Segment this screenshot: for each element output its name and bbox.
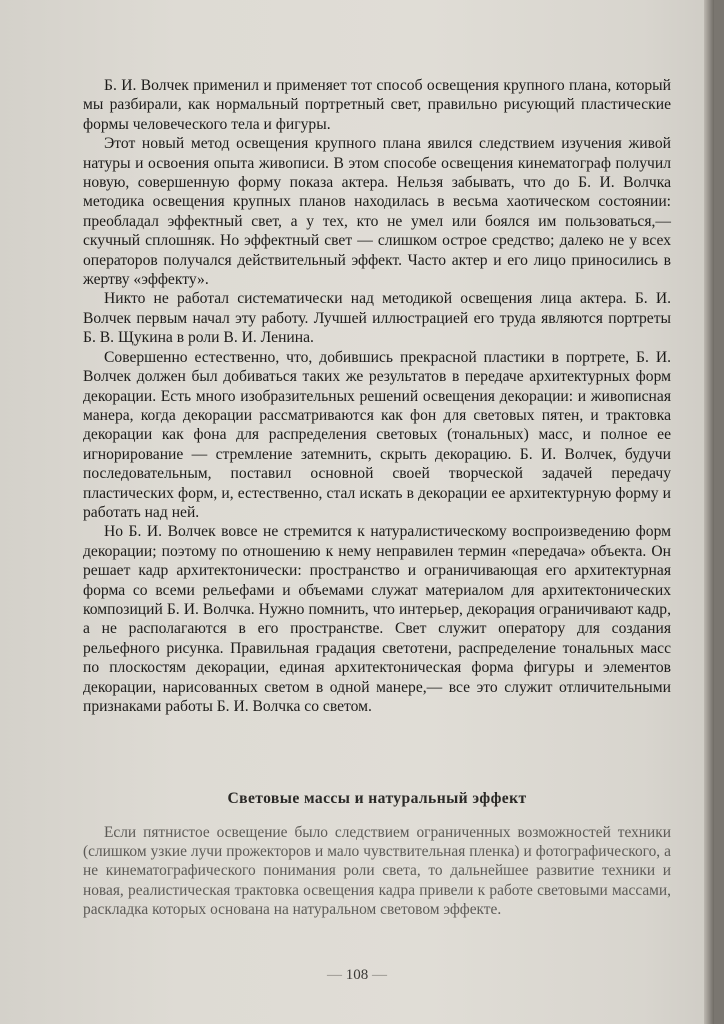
main-text-block	[83, 76, 671, 716]
page-number	[0, 967, 714, 984]
section-heading: Световые массы и натуральный эффект	[227, 790, 527, 807]
paragraph-2: Этот новый метод освещения крупного плана явился следствием изучения живой натуры и освоения опыта живописи. В этом способе освещения кинематограф получил новую, совершенную форму показа актера. Нельзя забывать, что до Б. И. Волчка методика освещения крупных планов находилась в весьма хаотическом состоянии: преобладал эффектный свет, а у тех, кто не умел или боялся им пользоваться,— скучный сплошняк. Но эффектный свет — слишком острое средство; далеко не у всех операторов получался действительный эффект. Часто актер и его лицо приносились в жертву «эффекту».	[83, 135, 671, 289]
page-number-dash-left: —	[327, 967, 342, 983]
page-number-value: 108	[345, 967, 369, 983]
paragraph-4: Совершенно естественно, что, добившись прекрасной пластики в портрете, Б. И. Волчек должен был добиваться таких же результатов в передаче архитектурных форм декорации. Есть много изобразительных решений освещения декорации: и живописная манера, когда декорации рассматриваются как фон для световых пятен, и трактовка декорации как фона для распределения световых (тональных) масс, и полное ее игнорирование — стремление затемнить, скрыть декорацию. Б. И. Волчек, будучи последовательным, поставил основной своей творческой задачей передачу пластических форм, и, естественно, стал искать в декорации ее архитектурную форму и работать над ней.	[83, 348, 671, 521]
section-paragraph: Если пятнистое освещение было следствием ограниченных возможностей техники (слишком узкие лучи прожекторов и мало чувствительная пленка) и фотографического, а не кинематографического понимания роли света, то дальнейшее развитие техники и новая, реалистическая трактовка освещения кадра привели к работе световыми массами, раскладка которых основана на натуральном световом эффекте.	[83, 824, 671, 918]
page-edge-shadow	[704, 0, 714, 1024]
page-number-dash-right: —	[372, 967, 387, 983]
paragraph-1: Б. И. Волчек применил и применяет тот способ освещения крупного плана, который мы разбирали, как нормальный портретный свет, правильно рисующий пластические формы человеческого тела и фигуры.	[83, 77, 671, 133]
section-text-block	[83, 823, 671, 919]
paragraph-5: Но Б. И. Волчек вовсе не стремится к натуралистическому воспроизведению форм декорации; поэтому по отношению к нему неправилен термин «передача» объекта. Он решает кадр архитектонически: пространство и ограничивающая его архитектурная форма со всеми рельефами и объемами служат материалом для архитектонических композиций Б. И. Волчка. Нужно помнить, что интерьер, декорация ограничивают кадр, а не располагаются в его пространстве. Свет служит оператору для создания рельефного рисунка. Правильная градация светотени, распределение тональных масс по плоскостям декорации, единая архитектоническая форма фигуры и элементов декорации, нарисованных светом в одной манере,— все это служит отличительными признаками работы Б. И. Волчка со светом.	[83, 523, 671, 715]
paragraph-3: Никто не работал систематически над методикой освещения лица актера. Б. И. Волчек первым начал эту работу. Лучшей иллюстрацией его труда являются портреты Б. В. Щукина в роли В. И. Ленина.	[83, 290, 671, 347]
